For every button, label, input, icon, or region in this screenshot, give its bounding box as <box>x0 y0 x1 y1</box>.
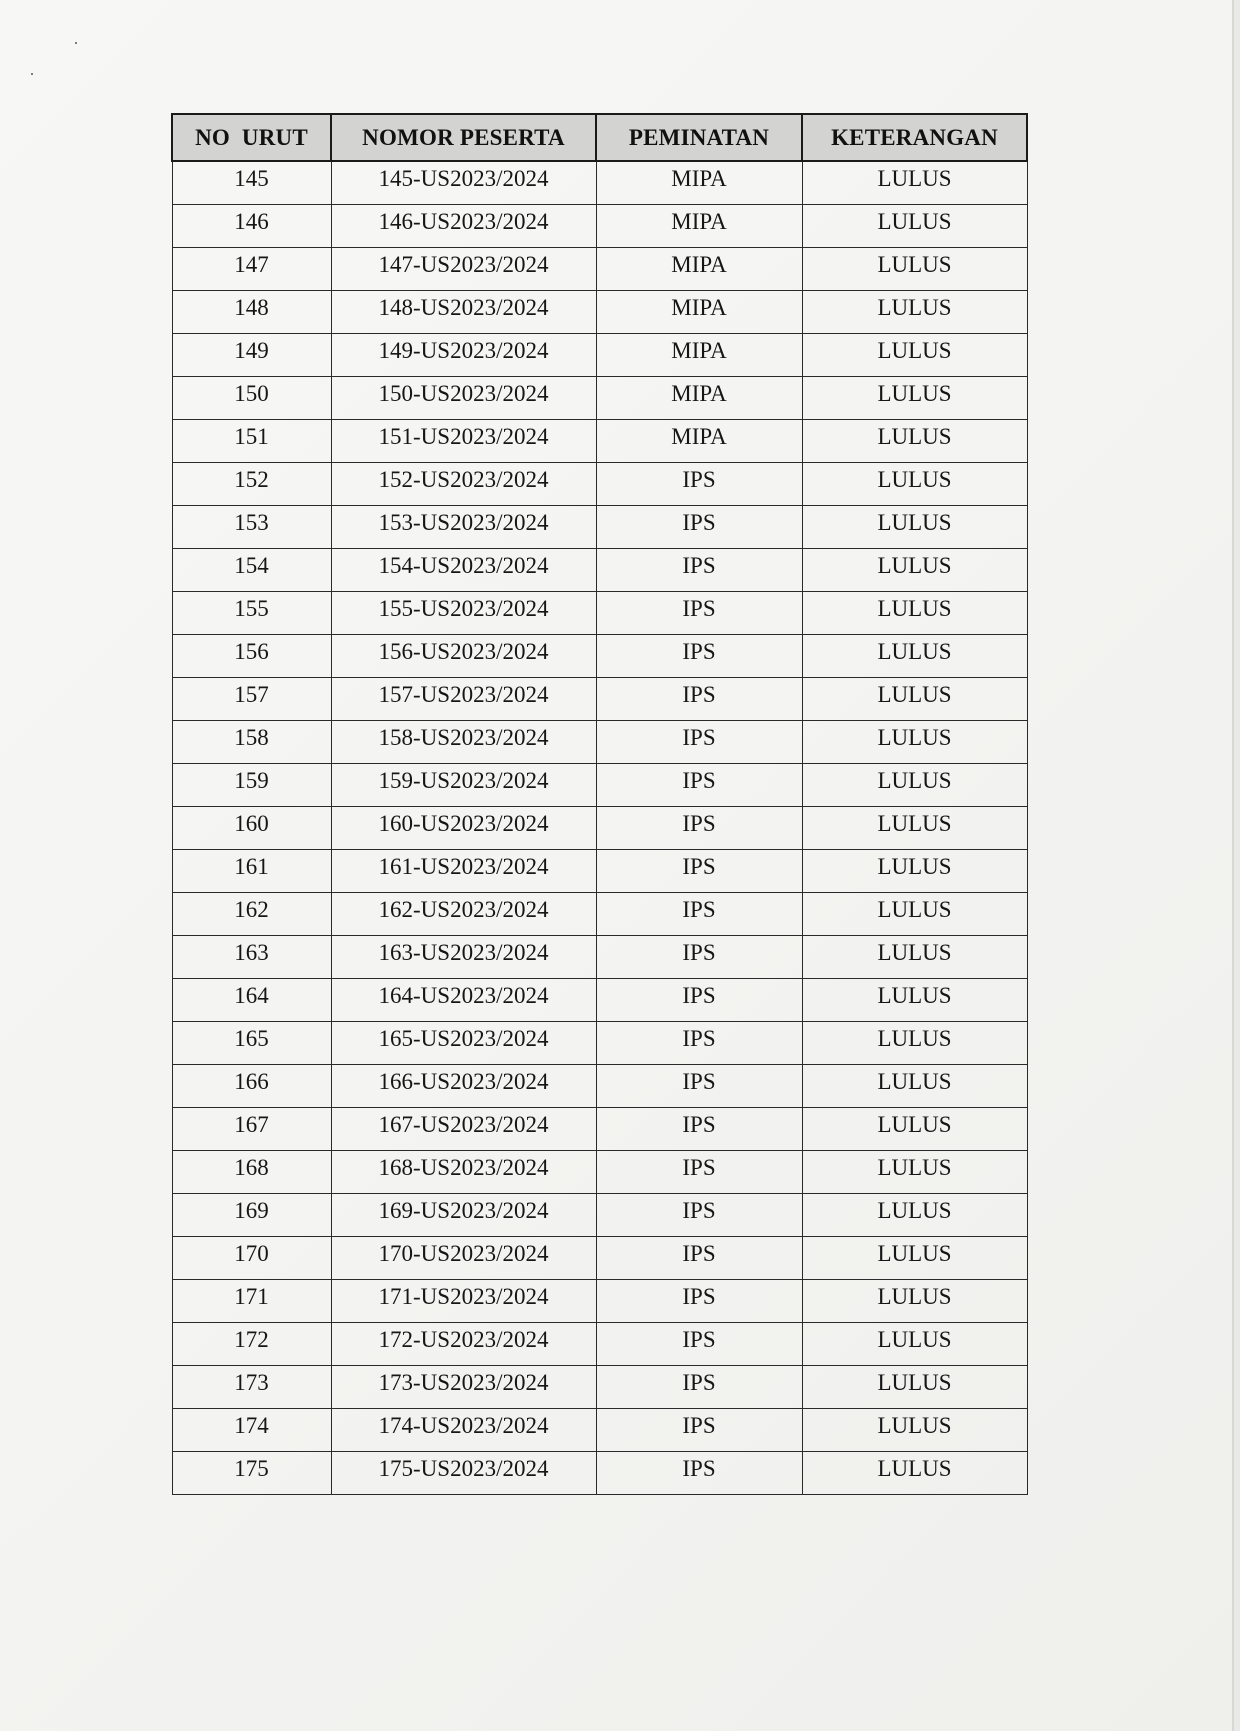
paper-speck <box>31 73 33 75</box>
header-keterangan: KETERANGAN <box>802 114 1027 161</box>
cell-peminatan: IPS <box>596 1322 802 1365</box>
header-row <box>172 114 1027 161</box>
cell-nomor-peserta: 156-US2023/2024 <box>331 634 596 677</box>
table-row <box>172 763 1027 806</box>
cell-no-urut: 162 <box>172 892 331 935</box>
table-row <box>172 505 1027 548</box>
cell-no-urut: 160 <box>172 806 331 849</box>
cell-no-urut: 173 <box>172 1365 331 1408</box>
cell-nomor-peserta: 168-US2023/2024 <box>331 1150 596 1193</box>
table-row <box>172 376 1027 419</box>
cell-nomor-peserta: 152-US2023/2024 <box>331 462 596 505</box>
cell-peminatan: MIPA <box>596 247 802 290</box>
cell-nomor-peserta: 151-US2023/2024 <box>331 419 596 462</box>
cell-no-urut: 158 <box>172 720 331 763</box>
table-row <box>172 1064 1027 1107</box>
cell-peminatan: IPS <box>596 1408 802 1451</box>
table-row <box>172 204 1027 247</box>
table-row <box>172 720 1027 763</box>
cell-no-urut: 152 <box>172 462 331 505</box>
cell-peminatan: IPS <box>596 1279 802 1322</box>
cell-keterangan: LULUS <box>802 204 1027 247</box>
table-row <box>172 1193 1027 1236</box>
cell-peminatan: MIPA <box>596 376 802 419</box>
cell-peminatan: IPS <box>596 462 802 505</box>
cell-no-urut: 151 <box>172 419 331 462</box>
cell-keterangan: LULUS <box>802 763 1027 806</box>
table-row <box>172 892 1027 935</box>
cell-peminatan: IPS <box>596 935 802 978</box>
table-row <box>172 978 1027 1021</box>
cell-peminatan: IPS <box>596 1064 802 1107</box>
cell-peminatan: IPS <box>596 1193 802 1236</box>
cell-nomor-peserta: 172-US2023/2024 <box>331 1322 596 1365</box>
table-row <box>172 247 1027 290</box>
table-body <box>172 161 1027 1494</box>
cell-no-urut: 166 <box>172 1064 331 1107</box>
cell-nomor-peserta: 165-US2023/2024 <box>331 1021 596 1064</box>
cell-keterangan: LULUS <box>802 849 1027 892</box>
cell-no-urut: 161 <box>172 849 331 892</box>
cell-peminatan: IPS <box>596 1236 802 1279</box>
cell-no-urut: 156 <box>172 634 331 677</box>
cell-no-urut: 175 <box>172 1451 331 1494</box>
cell-no-urut: 169 <box>172 1193 331 1236</box>
cell-keterangan: LULUS <box>802 1451 1027 1494</box>
cell-no-urut: 170 <box>172 1236 331 1279</box>
cell-keterangan: LULUS <box>802 1279 1027 1322</box>
cell-no-urut: 150 <box>172 376 331 419</box>
table-row <box>172 290 1027 333</box>
table-row <box>172 935 1027 978</box>
table-row <box>172 1408 1027 1451</box>
cell-no-urut: 171 <box>172 1279 331 1322</box>
cell-no-urut: 164 <box>172 978 331 1021</box>
cell-no-urut: 172 <box>172 1322 331 1365</box>
table-row <box>172 849 1027 892</box>
cell-nomor-peserta: 155-US2023/2024 <box>331 591 596 634</box>
cell-keterangan: LULUS <box>802 1408 1027 1451</box>
cell-no-urut: 149 <box>172 333 331 376</box>
cell-no-urut: 147 <box>172 247 331 290</box>
cell-peminatan: IPS <box>596 505 802 548</box>
table-row <box>172 1365 1027 1408</box>
table-row <box>172 548 1027 591</box>
cell-nomor-peserta: 169-US2023/2024 <box>331 1193 596 1236</box>
cell-keterangan: LULUS <box>802 333 1027 376</box>
cell-no-urut: 154 <box>172 548 331 591</box>
cell-peminatan: IPS <box>596 978 802 1021</box>
cell-keterangan: LULUS <box>802 1107 1027 1150</box>
table-row <box>172 591 1027 634</box>
cell-nomor-peserta: 160-US2023/2024 <box>331 806 596 849</box>
cell-nomor-peserta: 148-US2023/2024 <box>331 290 596 333</box>
table-row <box>172 462 1027 505</box>
cell-nomor-peserta: 146-US2023/2024 <box>331 204 596 247</box>
cell-keterangan: LULUS <box>802 1193 1027 1236</box>
cell-keterangan: LULUS <box>802 1322 1027 1365</box>
table-row <box>172 806 1027 849</box>
cell-keterangan: LULUS <box>802 548 1027 591</box>
cell-keterangan: LULUS <box>802 419 1027 462</box>
cell-nomor-peserta: 150-US2023/2024 <box>331 376 596 419</box>
cell-keterangan: LULUS <box>802 978 1027 1021</box>
cell-keterangan: LULUS <box>802 462 1027 505</box>
table-row <box>172 161 1027 204</box>
results-table-container <box>171 113 1026 1495</box>
cell-no-urut: 167 <box>172 1107 331 1150</box>
cell-no-urut: 165 <box>172 1021 331 1064</box>
table-row <box>172 1451 1027 1494</box>
cell-nomor-peserta: 162-US2023/2024 <box>331 892 596 935</box>
cell-peminatan: MIPA <box>596 290 802 333</box>
cell-keterangan: LULUS <box>802 1236 1027 1279</box>
cell-keterangan: LULUS <box>802 376 1027 419</box>
cell-nomor-peserta: 167-US2023/2024 <box>331 1107 596 1150</box>
cell-nomor-peserta: 171-US2023/2024 <box>331 1279 596 1322</box>
cell-nomor-peserta: 166-US2023/2024 <box>331 1064 596 1107</box>
cell-no-urut: 163 <box>172 935 331 978</box>
cell-nomor-peserta: 175-US2023/2024 <box>331 1451 596 1494</box>
cell-nomor-peserta: 170-US2023/2024 <box>331 1236 596 1279</box>
cell-peminatan: MIPA <box>596 204 802 247</box>
cell-peminatan: IPS <box>596 806 802 849</box>
cell-no-urut: 157 <box>172 677 331 720</box>
table-row <box>172 634 1027 677</box>
cell-keterangan: LULUS <box>802 591 1027 634</box>
cell-no-urut: 155 <box>172 591 331 634</box>
cell-nomor-peserta: 174-US2023/2024 <box>331 1408 596 1451</box>
cell-nomor-peserta: 157-US2023/2024 <box>331 677 596 720</box>
cell-peminatan: IPS <box>596 677 802 720</box>
cell-no-urut: 153 <box>172 505 331 548</box>
cell-keterangan: LULUS <box>802 806 1027 849</box>
cell-no-urut: 145 <box>172 161 331 204</box>
table-row <box>172 419 1027 462</box>
cell-peminatan: IPS <box>596 892 802 935</box>
cell-no-urut: 174 <box>172 1408 331 1451</box>
cell-peminatan: IPS <box>596 720 802 763</box>
cell-peminatan: MIPA <box>596 161 802 204</box>
cell-nomor-peserta: 153-US2023/2024 <box>331 505 596 548</box>
table-header <box>172 114 1027 161</box>
cell-keterangan: LULUS <box>802 161 1027 204</box>
cell-no-urut: 146 <box>172 204 331 247</box>
table-row <box>172 1279 1027 1322</box>
cell-peminatan: MIPA <box>596 333 802 376</box>
cell-nomor-peserta: 145-US2023/2024 <box>331 161 596 204</box>
header-nomor-peserta: NOMOR PESERTA <box>331 114 596 161</box>
cell-keterangan: LULUS <box>802 677 1027 720</box>
table-row <box>172 677 1027 720</box>
cell-peminatan: IPS <box>596 1365 802 1408</box>
header-peminatan: PEMINATAN <box>596 114 802 161</box>
cell-peminatan: IPS <box>596 634 802 677</box>
table-row <box>172 1107 1027 1150</box>
cell-peminatan: IPS <box>596 548 802 591</box>
table-row <box>172 1236 1027 1279</box>
table-row <box>172 1021 1027 1064</box>
results-table <box>171 113 1028 1495</box>
table-row <box>172 1150 1027 1193</box>
cell-no-urut: 159 <box>172 763 331 806</box>
cell-peminatan: IPS <box>596 1107 802 1150</box>
cell-peminatan: MIPA <box>596 419 802 462</box>
cell-peminatan: IPS <box>596 1150 802 1193</box>
cell-nomor-peserta: 163-US2023/2024 <box>331 935 596 978</box>
cell-keterangan: LULUS <box>802 247 1027 290</box>
cell-no-urut: 168 <box>172 1150 331 1193</box>
cell-nomor-peserta: 158-US2023/2024 <box>331 720 596 763</box>
table-row <box>172 1322 1027 1365</box>
cell-nomor-peserta: 159-US2023/2024 <box>331 763 596 806</box>
cell-peminatan: IPS <box>596 1021 802 1064</box>
header-no-urut: NO URUT <box>172 114 331 161</box>
cell-keterangan: LULUS <box>802 1064 1027 1107</box>
table-row <box>172 333 1027 376</box>
cell-nomor-peserta: 149-US2023/2024 <box>331 333 596 376</box>
cell-nomor-peserta: 173-US2023/2024 <box>331 1365 596 1408</box>
cell-peminatan: IPS <box>596 849 802 892</box>
cell-keterangan: LULUS <box>802 892 1027 935</box>
cell-keterangan: LULUS <box>802 935 1027 978</box>
cell-nomor-peserta: 154-US2023/2024 <box>331 548 596 591</box>
cell-nomor-peserta: 147-US2023/2024 <box>331 247 596 290</box>
cell-keterangan: LULUS <box>802 1365 1027 1408</box>
cell-no-urut: 148 <box>172 290 331 333</box>
cell-keterangan: LULUS <box>802 505 1027 548</box>
cell-peminatan: IPS <box>596 763 802 806</box>
cell-keterangan: LULUS <box>802 1150 1027 1193</box>
cell-nomor-peserta: 161-US2023/2024 <box>331 849 596 892</box>
cell-nomor-peserta: 164-US2023/2024 <box>331 978 596 1021</box>
cell-keterangan: LULUS <box>802 1021 1027 1064</box>
cell-keterangan: LULUS <box>802 290 1027 333</box>
paper-speck <box>75 42 77 44</box>
cell-keterangan: LULUS <box>802 720 1027 763</box>
cell-peminatan: IPS <box>596 1451 802 1494</box>
cell-peminatan: IPS <box>596 591 802 634</box>
cell-keterangan: LULUS <box>802 634 1027 677</box>
